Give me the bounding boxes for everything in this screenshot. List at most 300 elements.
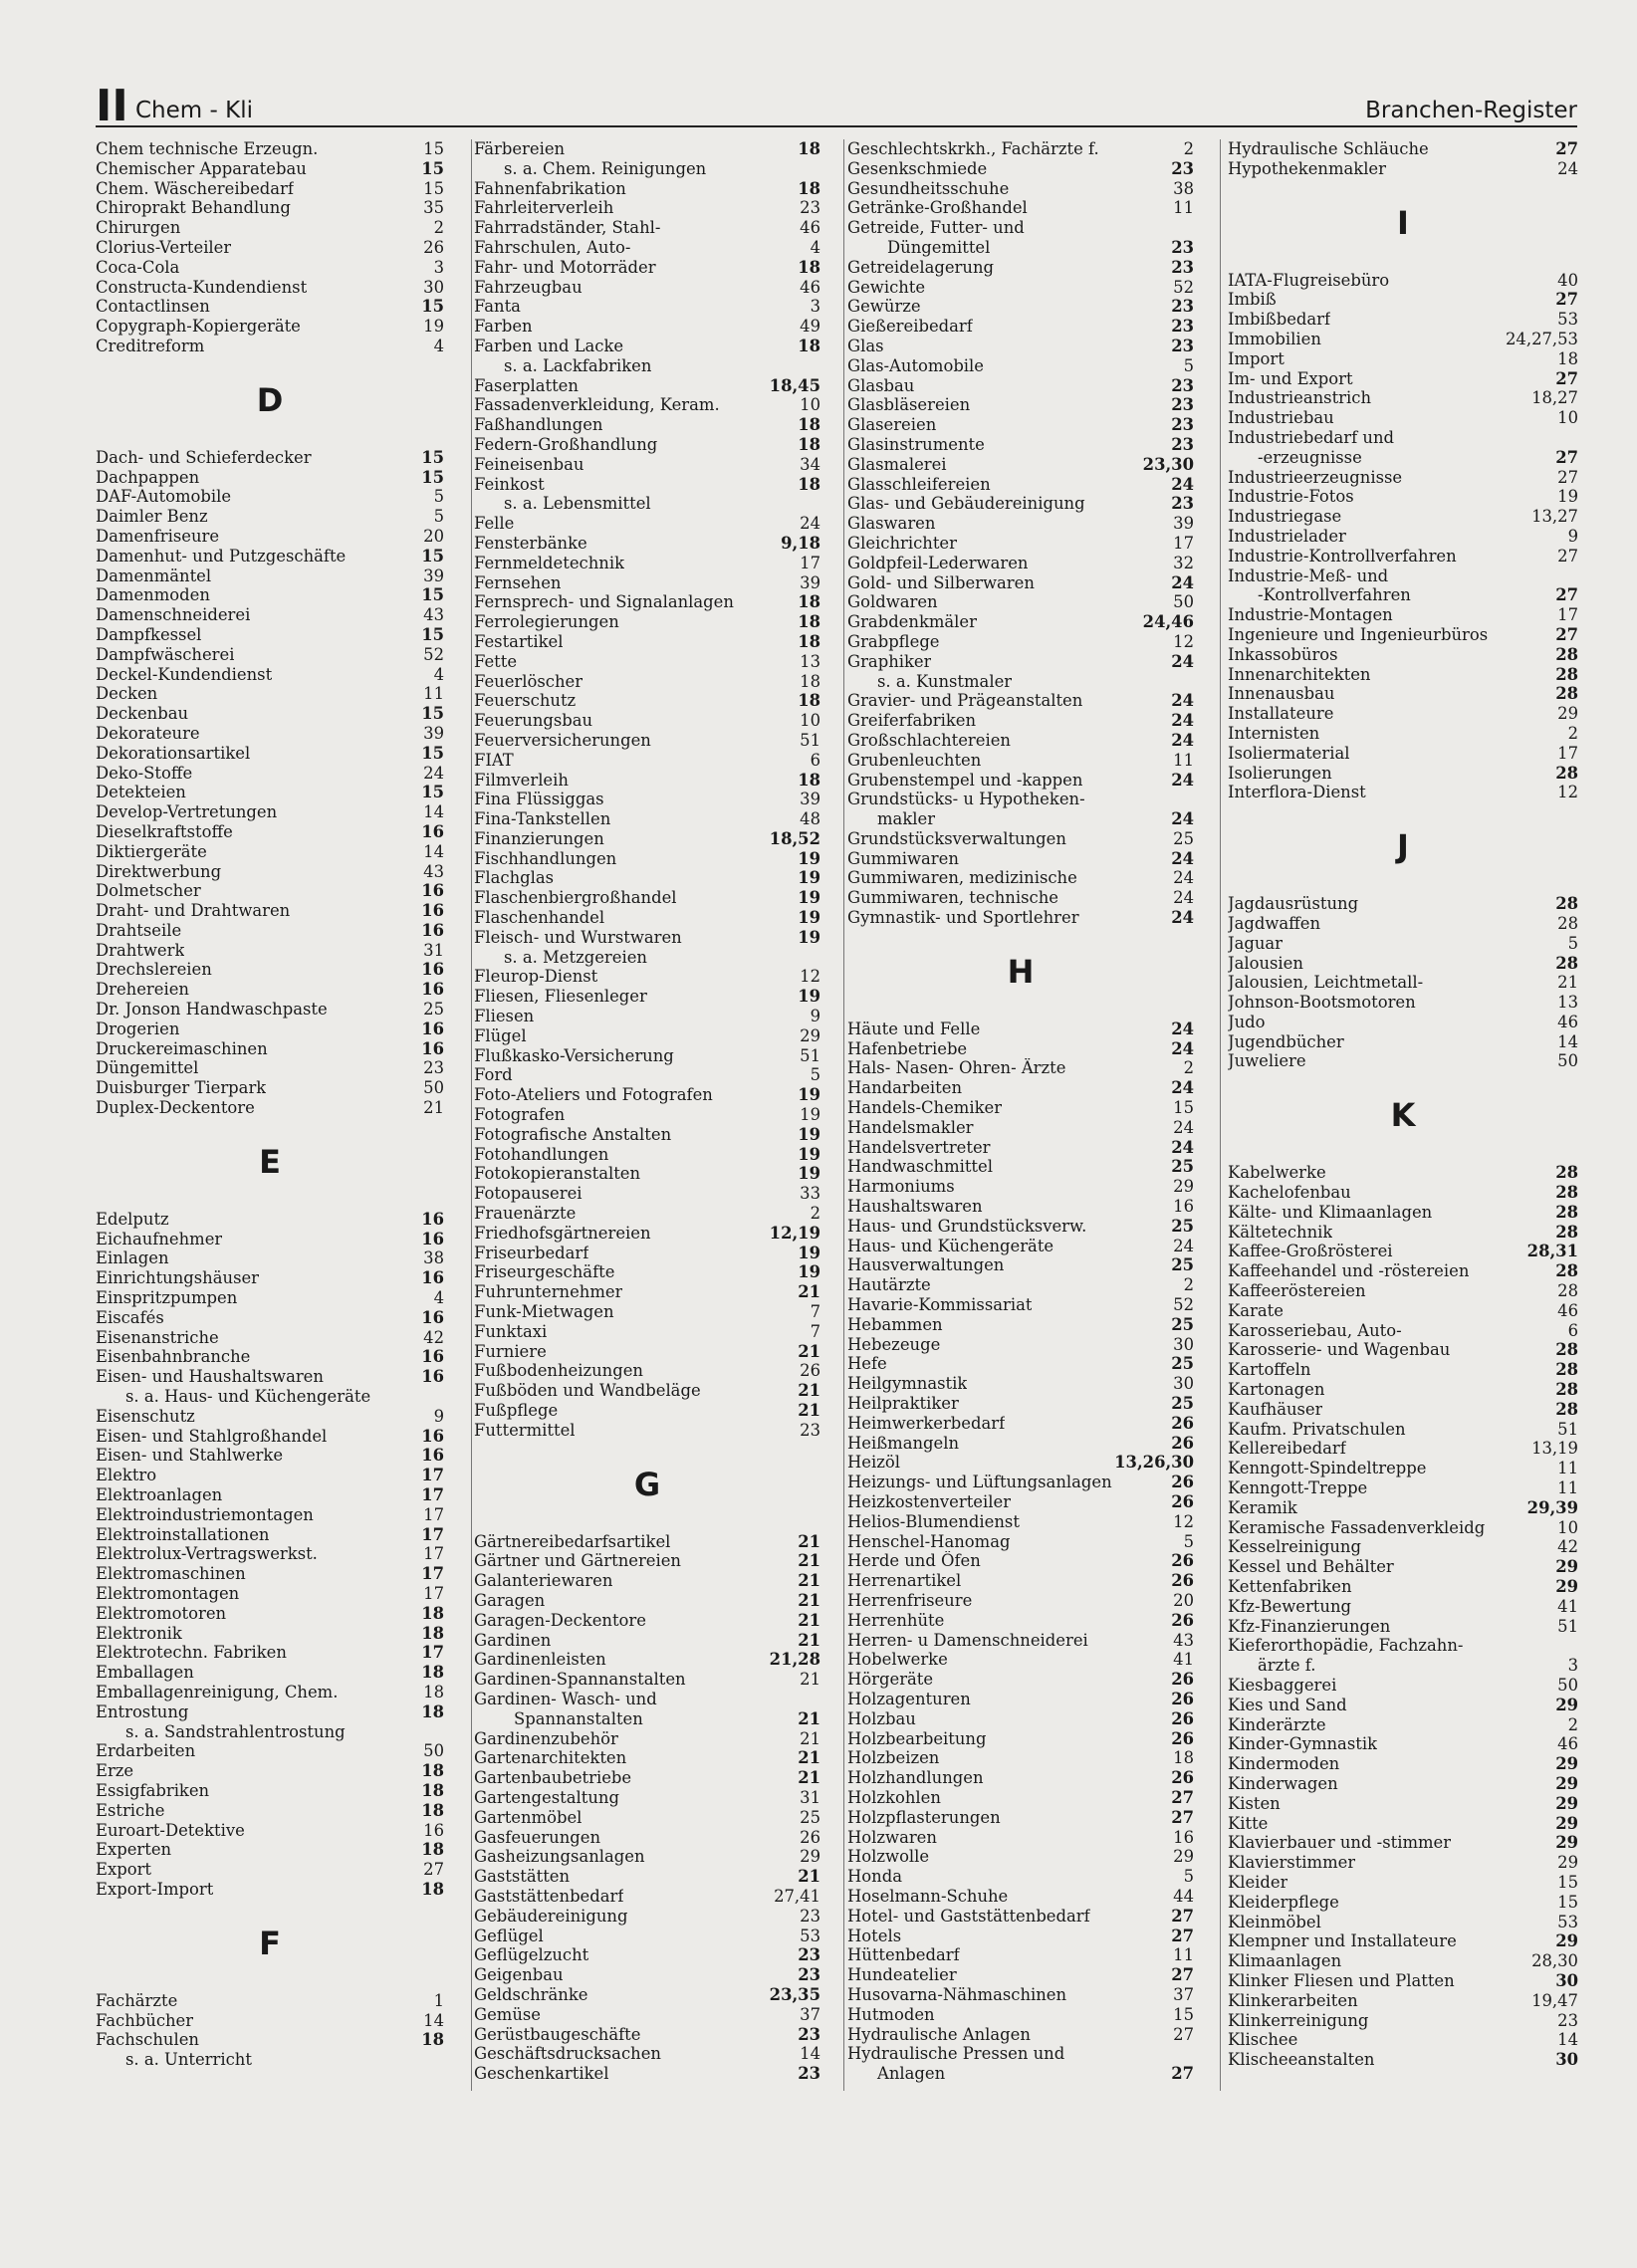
entry-page-ref: 24 — [1171, 651, 1194, 671]
index-entry — [96, 1544, 444, 1564]
entry-page-ref: 28 — [1555, 1222, 1578, 1242]
entry-label: Geldschränke — [474, 1984, 588, 2004]
entry-page-ref: 10 — [800, 711, 820, 731]
index-entry — [1228, 914, 1578, 934]
entry-label: Kindermoden — [1228, 1754, 1340, 1774]
index-entry — [474, 790, 820, 809]
entry-label: Festartikel — [474, 631, 564, 651]
entry-label: Kfz-Finanzierungen — [1228, 1616, 1391, 1636]
index-entry — [474, 1887, 820, 1907]
index-entry — [847, 337, 1194, 356]
entry-page-ref: 15 — [421, 546, 444, 566]
entry-page-ref: 18 — [421, 1603, 444, 1623]
entry-page-ref: 18 — [798, 139, 820, 158]
entry-label: Gartengestaltung — [474, 1787, 619, 1807]
index-entry — [1228, 1032, 1578, 1052]
index-entry — [1228, 1991, 1578, 2011]
entry-page-ref: 28 — [1555, 664, 1578, 684]
entry-label: Kiesbaggerei — [1228, 1676, 1337, 1695]
entry-page-ref: 23 — [1171, 257, 1194, 277]
index-entry — [847, 1118, 1194, 1138]
entry-label: Heizöl — [847, 1453, 900, 1473]
entry-label: Eisen- und Stahlgroßhandel — [96, 1426, 328, 1446]
entry-label: Dekorationsartikel — [96, 743, 251, 763]
entry-page-ref: 21 — [798, 1282, 820, 1302]
index-entry — [847, 1453, 1194, 1473]
entry-page-ref: 17 — [1557, 605, 1578, 625]
entry-label: Judo — [1228, 1012, 1266, 1031]
entry-label: Fachbücher — [96, 2010, 194, 2030]
entry-page-ref: 24 — [1173, 1117, 1194, 1137]
entry-label: Elektroindustriemontagen — [96, 1504, 314, 1524]
entry-page-ref: 51 — [1557, 1419, 1578, 1439]
entry-page-ref: 18 — [800, 671, 820, 691]
entry-page-ref: 14 — [423, 802, 444, 822]
index-entry — [474, 198, 820, 218]
entry-page-ref: 28 — [1555, 1202, 1578, 1222]
entry-label: Handels-Chemiker — [847, 1098, 1003, 1118]
entry-page-ref: 50 — [1557, 1051, 1578, 1071]
index-entry — [474, 1748, 820, 1768]
entry-page-ref: 18 — [421, 1879, 444, 1899]
entry-page-ref: 15 — [421, 467, 444, 487]
entry-page-ref: 21 — [800, 1670, 820, 1690]
entry-label: Klavierstimmer — [1228, 1853, 1356, 1873]
entry-label: Handelsmakler — [847, 1117, 974, 1137]
index-entry — [1228, 665, 1578, 685]
index-entry — [474, 1867, 820, 1887]
entry-label: Herrenhüte — [847, 1610, 945, 1630]
entry-page-ref: 15 — [1173, 1098, 1194, 1118]
index-entry — [847, 1828, 1194, 1848]
index-entry — [847, 1237, 1194, 1256]
entry-label: Glasbau — [847, 375, 915, 395]
index-entry — [1228, 2011, 1578, 2031]
index-entry — [474, 297, 820, 317]
index-entry — [1228, 1301, 1578, 1321]
entry-page-ref: 24,46 — [1142, 612, 1194, 632]
entry-label: Fuhrunternehmer — [474, 1282, 623, 1302]
entry-page-ref: 19 — [798, 888, 820, 908]
index-entry — [96, 862, 444, 882]
index-entry — [96, 783, 444, 802]
entry-label: IATA-Flugreisebüro — [1228, 270, 1390, 290]
entry-page-ref: 24 — [1171, 730, 1194, 750]
entry-page-ref: 39 — [1173, 514, 1194, 534]
entry-page-ref: 6 — [810, 750, 820, 770]
index-entry — [847, 888, 1194, 908]
index-entry — [96, 684, 444, 704]
entry-label: Fernsehen — [474, 572, 562, 592]
entry-label: Damenmäntel — [96, 566, 212, 585]
entry-label: Holzbau — [847, 1708, 916, 1728]
entry-page-ref: 23 — [798, 2024, 820, 2044]
entry-page-ref: 18 — [798, 691, 820, 711]
entry-label: Gartenmöbel — [474, 1807, 583, 1827]
entry-page-ref: 18 — [421, 1840, 444, 1860]
entry-page-ref: 29 — [1557, 1853, 1578, 1873]
entry-page-ref: 17 — [1557, 743, 1578, 763]
entry-label: Holzbeizen — [847, 1748, 940, 1768]
index-entry — [1228, 1261, 1578, 1281]
entry-label: Gummiwaren, medizinische — [847, 868, 1077, 888]
entry-label: Gärtnereibedarfsartikel — [474, 1531, 671, 1551]
index-entry — [474, 967, 820, 987]
index-entry — [96, 1564, 444, 1584]
entry-page-ref: 27 — [1171, 1926, 1194, 1945]
index-entry — [96, 1446, 444, 1466]
index-entry — [1228, 1931, 1578, 1951]
index-entry — [1228, 1439, 1578, 1459]
index-entry — [847, 1295, 1194, 1315]
entry-label: Hotels — [847, 1926, 902, 1945]
index-entry — [847, 534, 1194, 554]
index-entry — [847, 672, 1194, 692]
entry-label: Galanteriewaren — [474, 1571, 613, 1591]
index-entry — [1228, 271, 1578, 291]
entry-page-ref: 2 — [1567, 1714, 1578, 1734]
index-entry — [96, 468, 444, 488]
index-entry — [1228, 1774, 1578, 1794]
section-letter: H — [1007, 952, 1035, 991]
entry-page-ref: 25 — [1171, 1157, 1194, 1177]
index-entry — [847, 2044, 1194, 2064]
index-entry — [96, 198, 444, 218]
entry-page-ref: 12 — [1557, 783, 1578, 802]
index-entry — [847, 1808, 1194, 1828]
index-entry — [96, 317, 444, 337]
entry-page-ref: 14 — [423, 2010, 444, 2030]
entry-label: Flachglas — [474, 868, 555, 888]
entry-page-ref: 27 — [1555, 139, 1578, 158]
entry-page-ref: 23 — [800, 1906, 820, 1926]
index-entry — [1228, 1597, 1578, 1617]
entry-page-ref: 16 — [421, 1446, 444, 1466]
index-entry — [96, 1387, 444, 1407]
index-entry — [847, 139, 1194, 159]
entry-label: Geschenkartikel — [474, 2064, 609, 2084]
entry-label: Gasfeuerungen — [474, 1827, 600, 1847]
index-entry — [1228, 1203, 1578, 1223]
entry-page-ref: 49 — [800, 317, 820, 337]
index-entry — [474, 1145, 820, 1165]
entry-label: s. a. Sandstrahlentrostung — [125, 1721, 346, 1741]
index-entry — [474, 376, 820, 396]
index-entry — [1228, 388, 1578, 408]
entry-label: Damenhut- und Putzgeschäfte — [96, 546, 347, 566]
index-entry — [847, 159, 1194, 179]
entry-page-ref: 50 — [1557, 1676, 1578, 1695]
entry-label: Fotohandlungen — [474, 1144, 609, 1164]
index-entry — [96, 1781, 444, 1801]
index-entry — [847, 198, 1194, 218]
index-entry — [847, 1867, 1194, 1887]
entry-page-ref: 53 — [1557, 310, 1578, 330]
entry-label: Elektrotechn. Fabriken — [96, 1643, 287, 1663]
entry-label: Dach- und Schieferdecker — [96, 447, 312, 467]
column-separator — [843, 139, 844, 2091]
entry-label: Ford — [474, 1065, 513, 1085]
entry-label: Düngemittel — [887, 237, 991, 257]
index-entry — [847, 494, 1194, 514]
entry-page-ref: 24 — [1171, 1078, 1194, 1098]
entry-page-ref: 18,45 — [769, 375, 820, 395]
entry-label: Kartoffeln — [1228, 1360, 1311, 1380]
entry-page-ref: 9 — [433, 1406, 444, 1426]
entry-page-ref: 16 — [421, 1426, 444, 1446]
entry-page-ref: 26 — [1171, 1689, 1194, 1708]
entry-page-ref: 18 — [798, 770, 820, 790]
entry-page-ref: 31 — [423, 940, 444, 960]
entry-label: Häute und Felle — [847, 1019, 981, 1038]
entry-label: Chiroprakt Behandlung — [96, 198, 291, 218]
entry-page-ref: 26 — [1171, 1433, 1194, 1453]
entry-label: Eisen- und Haushaltswaren — [96, 1367, 324, 1387]
entry-page-ref: 51 — [800, 1045, 820, 1065]
entry-label: Gardinenzubehör — [474, 1728, 618, 1748]
index-entry — [847, 1670, 1194, 1690]
index-entry — [474, 829, 820, 849]
entry-label: Fassadenverkleidung, Keram. — [474, 395, 720, 415]
index-entry — [474, 1828, 820, 1848]
index-entry — [1228, 993, 1578, 1013]
entry-label: Karate — [1228, 1300, 1284, 1320]
entry-label: Elektrolux-Vertragswerkst. — [96, 1544, 318, 1564]
entry-label: Fußbodenheizungen — [474, 1361, 643, 1381]
entry-label: Kleider — [1228, 1872, 1288, 1892]
index-entry — [96, 567, 444, 586]
section-letter: I — [1397, 203, 1409, 242]
index-entry — [96, 1683, 444, 1702]
index-entry — [474, 1729, 820, 1749]
index-entry — [96, 1210, 444, 1230]
index-entry — [474, 475, 820, 495]
entry-page-ref: 25 — [1171, 1314, 1194, 1334]
entry-page-ref: 18 — [421, 1761, 444, 1781]
index-entry — [474, 278, 820, 298]
entry-page-ref: 5 — [1183, 355, 1194, 375]
entry-label: -erzeugnisse — [1258, 447, 1362, 467]
entry-label: Gärtner und Gärtnereien — [474, 1551, 681, 1571]
entry-page-ref: 23 — [1171, 395, 1194, 415]
index-entry — [96, 1078, 444, 1098]
index-entry — [847, 278, 1194, 298]
entry-page-ref: 29 — [1555, 1773, 1578, 1793]
entry-page-ref: 37 — [1173, 1984, 1194, 2004]
index-entry — [474, 455, 820, 475]
entry-label: Spannanstalten — [514, 1708, 643, 1728]
entry-page-ref: 18 — [798, 336, 820, 355]
index-column-1 — [96, 139, 444, 2070]
entry-label: Hefe — [847, 1354, 887, 1374]
entry-page-ref: 4 — [433, 1288, 444, 1308]
page-range: Chem - Kli — [135, 98, 253, 123]
entry-label: Gymnastik- und Sportlehrer — [847, 908, 1079, 928]
index-entry — [474, 809, 820, 829]
entry-page-ref: 27 — [1173, 2024, 1194, 2044]
index-entry — [96, 744, 444, 764]
entry-label: Holzwolle — [847, 1847, 930, 1867]
entry-label: Fensterbänke — [474, 533, 587, 553]
entry-page-ref: 23 — [798, 1965, 820, 1985]
entry-label: Heilgymnastik — [847, 1374, 968, 1394]
entry-page-ref: 3 — [433, 257, 444, 277]
entry-page-ref: 17 — [423, 1544, 444, 1564]
entry-page-ref: 16 — [1173, 1827, 1194, 1847]
entry-page-ref: 5 — [810, 1065, 820, 1085]
index-entry — [474, 317, 820, 337]
index-entry — [474, 1631, 820, 1651]
entry-label: Heizungs- und Lüftungsanlagen — [847, 1473, 1112, 1492]
entry-page-ref: 7 — [810, 1321, 820, 1341]
entry-page-ref: 9 — [1567, 526, 1578, 546]
index-entry — [1228, 468, 1578, 488]
index-entry — [474, 1302, 820, 1322]
entry-label: Eiscafés — [96, 1307, 164, 1327]
register-title: Branchen-Register — [1365, 98, 1577, 123]
entry-label: Fotografische Anstalten — [474, 1124, 672, 1144]
entry-page-ref: 38 — [423, 1248, 444, 1268]
index-entry — [96, 1840, 444, 1860]
entry-label: Kieferorthopädie, Fachzahn- — [1228, 1636, 1464, 1656]
entry-label: Furniere — [474, 1341, 547, 1361]
index-entry — [847, 356, 1194, 376]
index-entry — [96, 1741, 444, 1761]
entry-label: Grabdenkmäler — [847, 612, 977, 632]
index-entry — [1228, 1617, 1578, 1637]
entry-page-ref: 25 — [1171, 1255, 1194, 1275]
entry-label: Hotel- und Gaststättenbedarf — [847, 1906, 1090, 1926]
entry-label: Feuerlöscher — [474, 671, 584, 691]
entry-label: Kleiderpflege — [1228, 1892, 1339, 1912]
entry-label: Kessel und Behälter — [1228, 1557, 1394, 1577]
entry-label: Drogerien — [96, 1019, 180, 1038]
entry-label: Fliesen, Fliesenleger — [474, 987, 647, 1007]
index-entry — [474, 1945, 820, 1965]
entry-page-ref: 33 — [800, 1184, 820, 1204]
entry-page-ref: 23 — [1171, 434, 1194, 454]
entry-label: Fachärzte — [96, 1990, 178, 2010]
entry-label: s. a. Lackfabriken — [504, 355, 652, 375]
index-entry — [474, 849, 820, 869]
entry-label: Dekorateure — [96, 723, 200, 743]
entry-page-ref: 2 — [1567, 723, 1578, 743]
index-entry — [474, 1709, 820, 1729]
entry-page-ref: 26 — [1171, 1768, 1194, 1788]
index-entry — [474, 554, 820, 573]
index-entry — [1228, 139, 1578, 159]
index-entry — [96, 1098, 444, 1118]
entry-label: Hydraulische Pressen und — [847, 2044, 1065, 2064]
index-entry — [474, 1381, 820, 1401]
entry-label: Erze — [96, 1761, 134, 1781]
entry-label: Haus- und Grundstücksverw. — [847, 1216, 1087, 1236]
entry-label: Coca-Cola — [96, 257, 180, 277]
entry-label: Chemischer Apparatebau — [96, 158, 307, 178]
entry-page-ref: 26 — [800, 1827, 820, 1847]
entry-label: Funk-Mietwagen — [474, 1302, 614, 1322]
index-entry — [847, 1058, 1194, 1078]
index-entry — [847, 1473, 1194, 1492]
entry-label: Hals- Nasen- Ohren- Ärzte — [847, 1058, 1066, 1078]
entry-label: Fahrschulen, Auto- — [474, 237, 631, 257]
index-entry — [474, 1361, 820, 1381]
entry-label: Gießereibedarf — [847, 317, 973, 337]
entry-label: Kettenfabriken — [1228, 1577, 1352, 1597]
index-entry — [847, 1729, 1194, 1749]
entry-label: Glasereien — [847, 415, 937, 435]
entry-label: Fanta — [474, 297, 521, 317]
entry-label: Hoselmann-Schuhe — [847, 1886, 1009, 1906]
entry-label: Einspritzpumpen — [96, 1288, 238, 1308]
index-entry — [474, 1551, 820, 1571]
entry-page-ref: 18 — [1557, 348, 1578, 368]
entry-page-ref: 19 — [798, 1262, 820, 1282]
index-entry — [1228, 1400, 1578, 1420]
entry-label: Fußböden und Wandbeläge — [474, 1381, 701, 1401]
entry-label: Glaswaren — [847, 514, 936, 534]
index-entry — [474, 238, 820, 258]
entry-page-ref: 28 — [1555, 1399, 1578, 1419]
entry-page-ref: 18 — [798, 257, 820, 277]
entry-label: Fotokopieranstalten — [474, 1164, 641, 1184]
index-entry — [1228, 330, 1578, 349]
index-entry — [96, 704, 444, 724]
section-letter: E — [259, 1142, 281, 1181]
index-entry — [1228, 290, 1578, 310]
entry-page-ref: 19 — [798, 1124, 820, 1144]
entry-page-ref: 39 — [423, 566, 444, 585]
entry-page-ref: 27 — [1555, 447, 1578, 467]
index-entry — [474, 888, 820, 908]
entry-label: Fotopauserei — [474, 1184, 583, 1204]
index-entry — [96, 921, 444, 941]
entry-page-ref: 27 — [1171, 1906, 1194, 1926]
entry-page-ref: 4 — [433, 664, 444, 684]
entry-label: Geflügel — [474, 1926, 544, 1945]
index-entry — [1228, 1340, 1578, 1360]
index-entry — [847, 435, 1194, 455]
entry-page-ref: 15 — [421, 704, 444, 724]
index-entry — [847, 238, 1194, 258]
index-entry — [474, 1401, 820, 1421]
entry-label: Kesselreinigung — [1228, 1537, 1361, 1557]
entry-label: Getreide, Futter- und — [847, 218, 1025, 238]
entry-page-ref: 21 — [798, 1381, 820, 1401]
entry-label: Jugendbücher — [1228, 1031, 1344, 1051]
index-entry — [1228, 1696, 1578, 1715]
index-entry — [474, 337, 820, 356]
index-entry — [847, 573, 1194, 593]
entry-page-ref: 28,30 — [1531, 1951, 1578, 1971]
entry-page-ref: 18 — [798, 415, 820, 435]
index-entry — [96, 487, 444, 507]
entry-page-ref: 18 — [798, 592, 820, 612]
entry-page-ref: 28 — [1555, 894, 1578, 914]
index-entry — [474, 415, 820, 435]
index-entry — [474, 632, 820, 652]
index-entry — [474, 1591, 820, 1611]
entry-page-ref: 24 — [1171, 572, 1194, 592]
entry-label: Husovarna-Nähmaschinen — [847, 1984, 1067, 2004]
index-entry — [474, 1085, 820, 1105]
entry-label: Kinderärzte — [1228, 1714, 1326, 1734]
entry-page-ref: 48 — [800, 809, 820, 829]
index-column-3 — [847, 139, 1194, 2084]
entry-label: -Kontrollverfahren — [1258, 585, 1411, 605]
entry-page-ref: 21 — [798, 1630, 820, 1650]
index-entry — [847, 1414, 1194, 1434]
